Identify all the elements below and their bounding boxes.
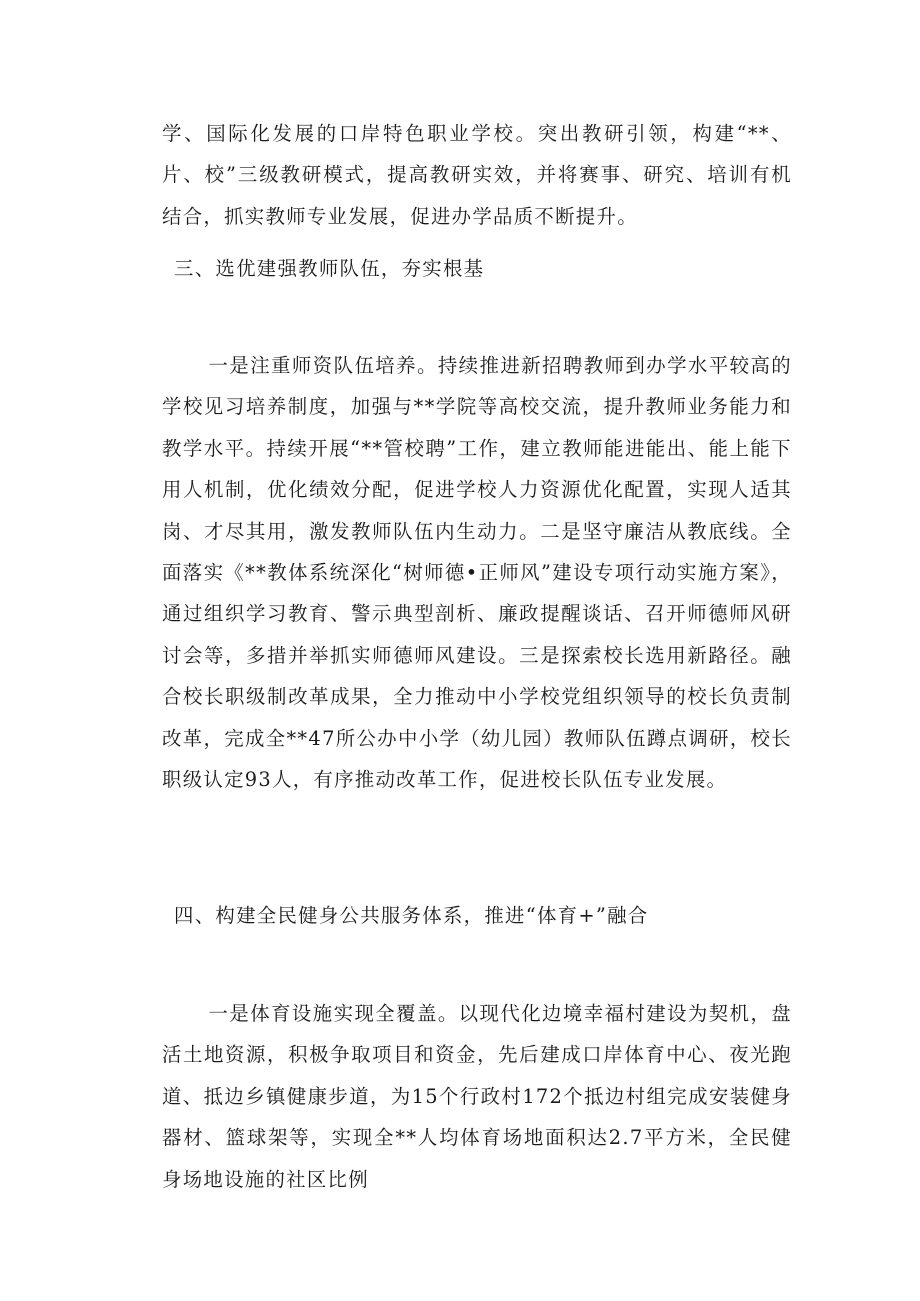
paragraph-teachers: 一是注重师资队伍培养。持续推进新招聘教师到办学水平较高的学校见习培养制度，加强与**学院等高校交流，提升教师业务能力和教学水平。持续开展“**管校聘”工作，建立教师能进能出、能上能下用人机制，优化绩效分配，促进学校人力资源优化配置，实现人适其岗、才尽其用，激发教师队伍内生动力。二是坚守廉洁从教底线。全面落实《**教体系统深化“树师德•正师风”建设专项行动实施方案》，通过组织学习教育、警示典型剖析、廉政提醒谈话、召开师德师风研讨会等，多措并举抓实师德师风建设。三是探索校长选用新路径。融合校长职级制改革成果，全力推动中小学校党组织领导的校长负责制改革，完成全**47所公办中小学（幼儿园）教师队伍蹲点调研，校长职级认定93人，有序推动改革工作，促进校长队伍专业发展。 bbox=[162, 354, 792, 792]
paragraph-continued-block bbox=[162, 113, 792, 237]
section-heading-four: 四、构建全民健身公共服务体系，推进“体育+”融合 bbox=[174, 904, 649, 927]
paragraph-teachers-block bbox=[162, 345, 792, 800]
paragraph-sports-block bbox=[162, 993, 792, 1200]
paragraph-continued: 学、国际化发展的口岸特色职业学校。突出教研引领，构建“**、片、校”三级教研模式，提高教研实效，并将赛事、研究、培训有机结合，抓实教师专业发展，促进办学品质不断提升。 bbox=[162, 122, 792, 228]
section-heading-three: 三、选优建强教师队伍，夯实根基 bbox=[174, 257, 485, 280]
heading-three-block bbox=[162, 248, 792, 289]
paragraph-sports: 一是体育设施实现全覆盖。以现代化边境幸福村建设为契机，盘活土地资源，积极争取项目和资金，先后建成口岸体育中心、夜光跑道、抵边乡镇健康步道，为15个行政村172个抵边村组完成安装健身器材、篮球架等，实现全**人均体育场地面积达2.7平方米，全民健身场地设施的社区比例 bbox=[162, 1002, 792, 1191]
heading-four-block bbox=[162, 895, 792, 936]
